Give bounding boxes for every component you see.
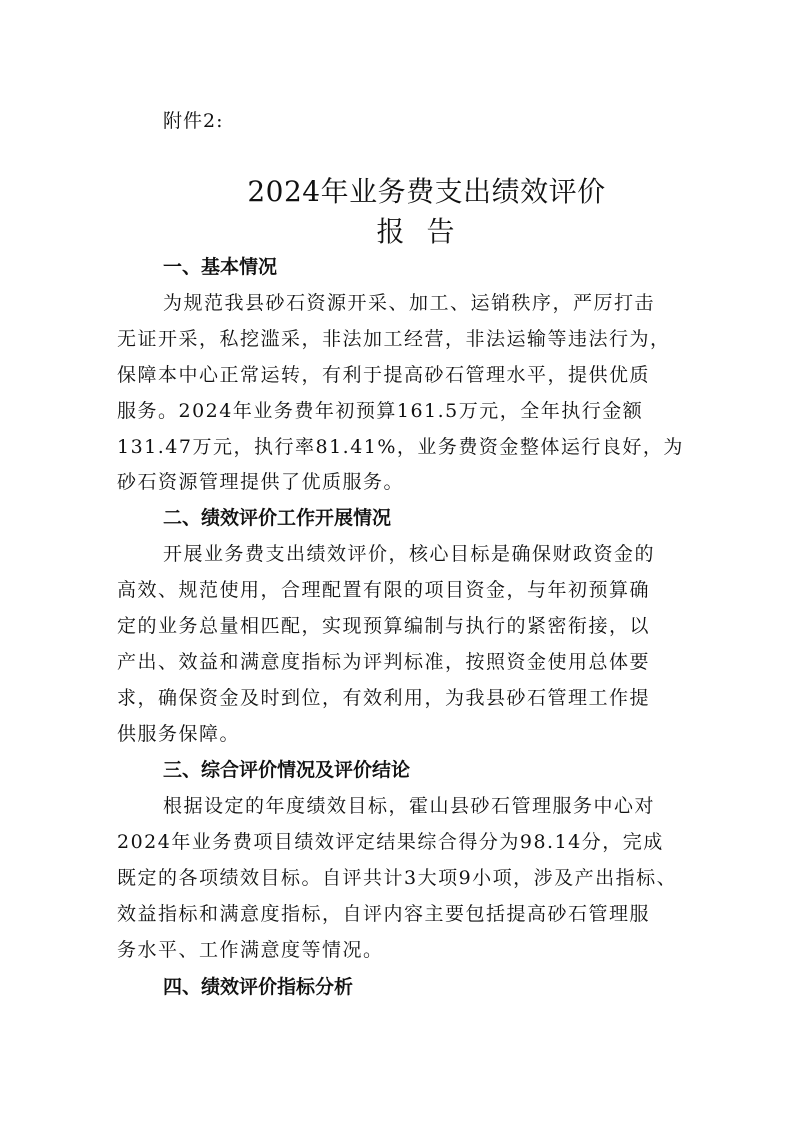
paragraph-line: 效益指标和满意度指标，自评内容主要包括提高砂石管理服: [117, 903, 651, 925]
section-heading-2: 二、绩效评价工作开展情况: [163, 507, 392, 529]
section-heading-4: 四、绩效评价指标分析: [163, 976, 354, 998]
paragraph-line: 既定的各项绩效目标。自评共计3大项9小项，涉及产出指标、: [117, 867, 678, 889]
document-title-line-2: 报告: [376, 215, 477, 248]
paragraph-line: 根据设定的年度绩效目标，霍山县砂石管理服务中心对: [163, 795, 656, 817]
paragraph-line: 无证开采，私挖滥采，非法加工经营，非法运输等违法行为，: [117, 328, 671, 350]
paragraph-line: 131.47万元，执行率81.41%，业务费资金整体运行良好，为: [117, 436, 684, 458]
paragraph-line: 保障本中心正常运转，有利于提高砂石管理水平，提供优质: [117, 364, 651, 386]
paragraph-line: 产出、效益和满意度指标为评判标准，按照资金使用总体要: [117, 651, 651, 673]
paragraph-line: 高效、规范使用，合理配置有限的项目资金，与年初预算确: [117, 579, 651, 601]
paragraph-line: 为规范我县砂石资源开采、加工、运销秩序，严厉打击: [163, 292, 656, 314]
paragraph-line: 开展业务费支出绩效评价，核心目标是确保财政资金的: [163, 543, 656, 565]
paragraph-line: 服务。2024年业务费年初预算161.5万元，全年执行金额: [117, 400, 644, 422]
document-title: 2024年业务费支出绩效评价: [247, 175, 606, 208]
paragraph-line: 砂石资源管理提供了优质服务。: [117, 471, 405, 493]
paragraph-line: 定的业务总量相匹配，实现预算编制与执行的紧密衔接，以: [117, 615, 651, 637]
section-heading-1: 一、基本情况: [163, 256, 278, 278]
section-heading-3: 三、综合评价情况及评价结论: [163, 759, 411, 781]
attachment-label: 附件2:: [163, 110, 224, 132]
paragraph-line: 2024年业务费项目绩效评定结果综合得分为98.14分，完成: [117, 831, 664, 853]
paragraph-line: 供服务保障。: [117, 723, 241, 745]
paragraph-line: 务水平、工作满意度等情况。: [117, 939, 384, 961]
paragraph-line: 求，确保资金及时到位，有效利用，为我县砂石管理工作提: [117, 687, 651, 709]
